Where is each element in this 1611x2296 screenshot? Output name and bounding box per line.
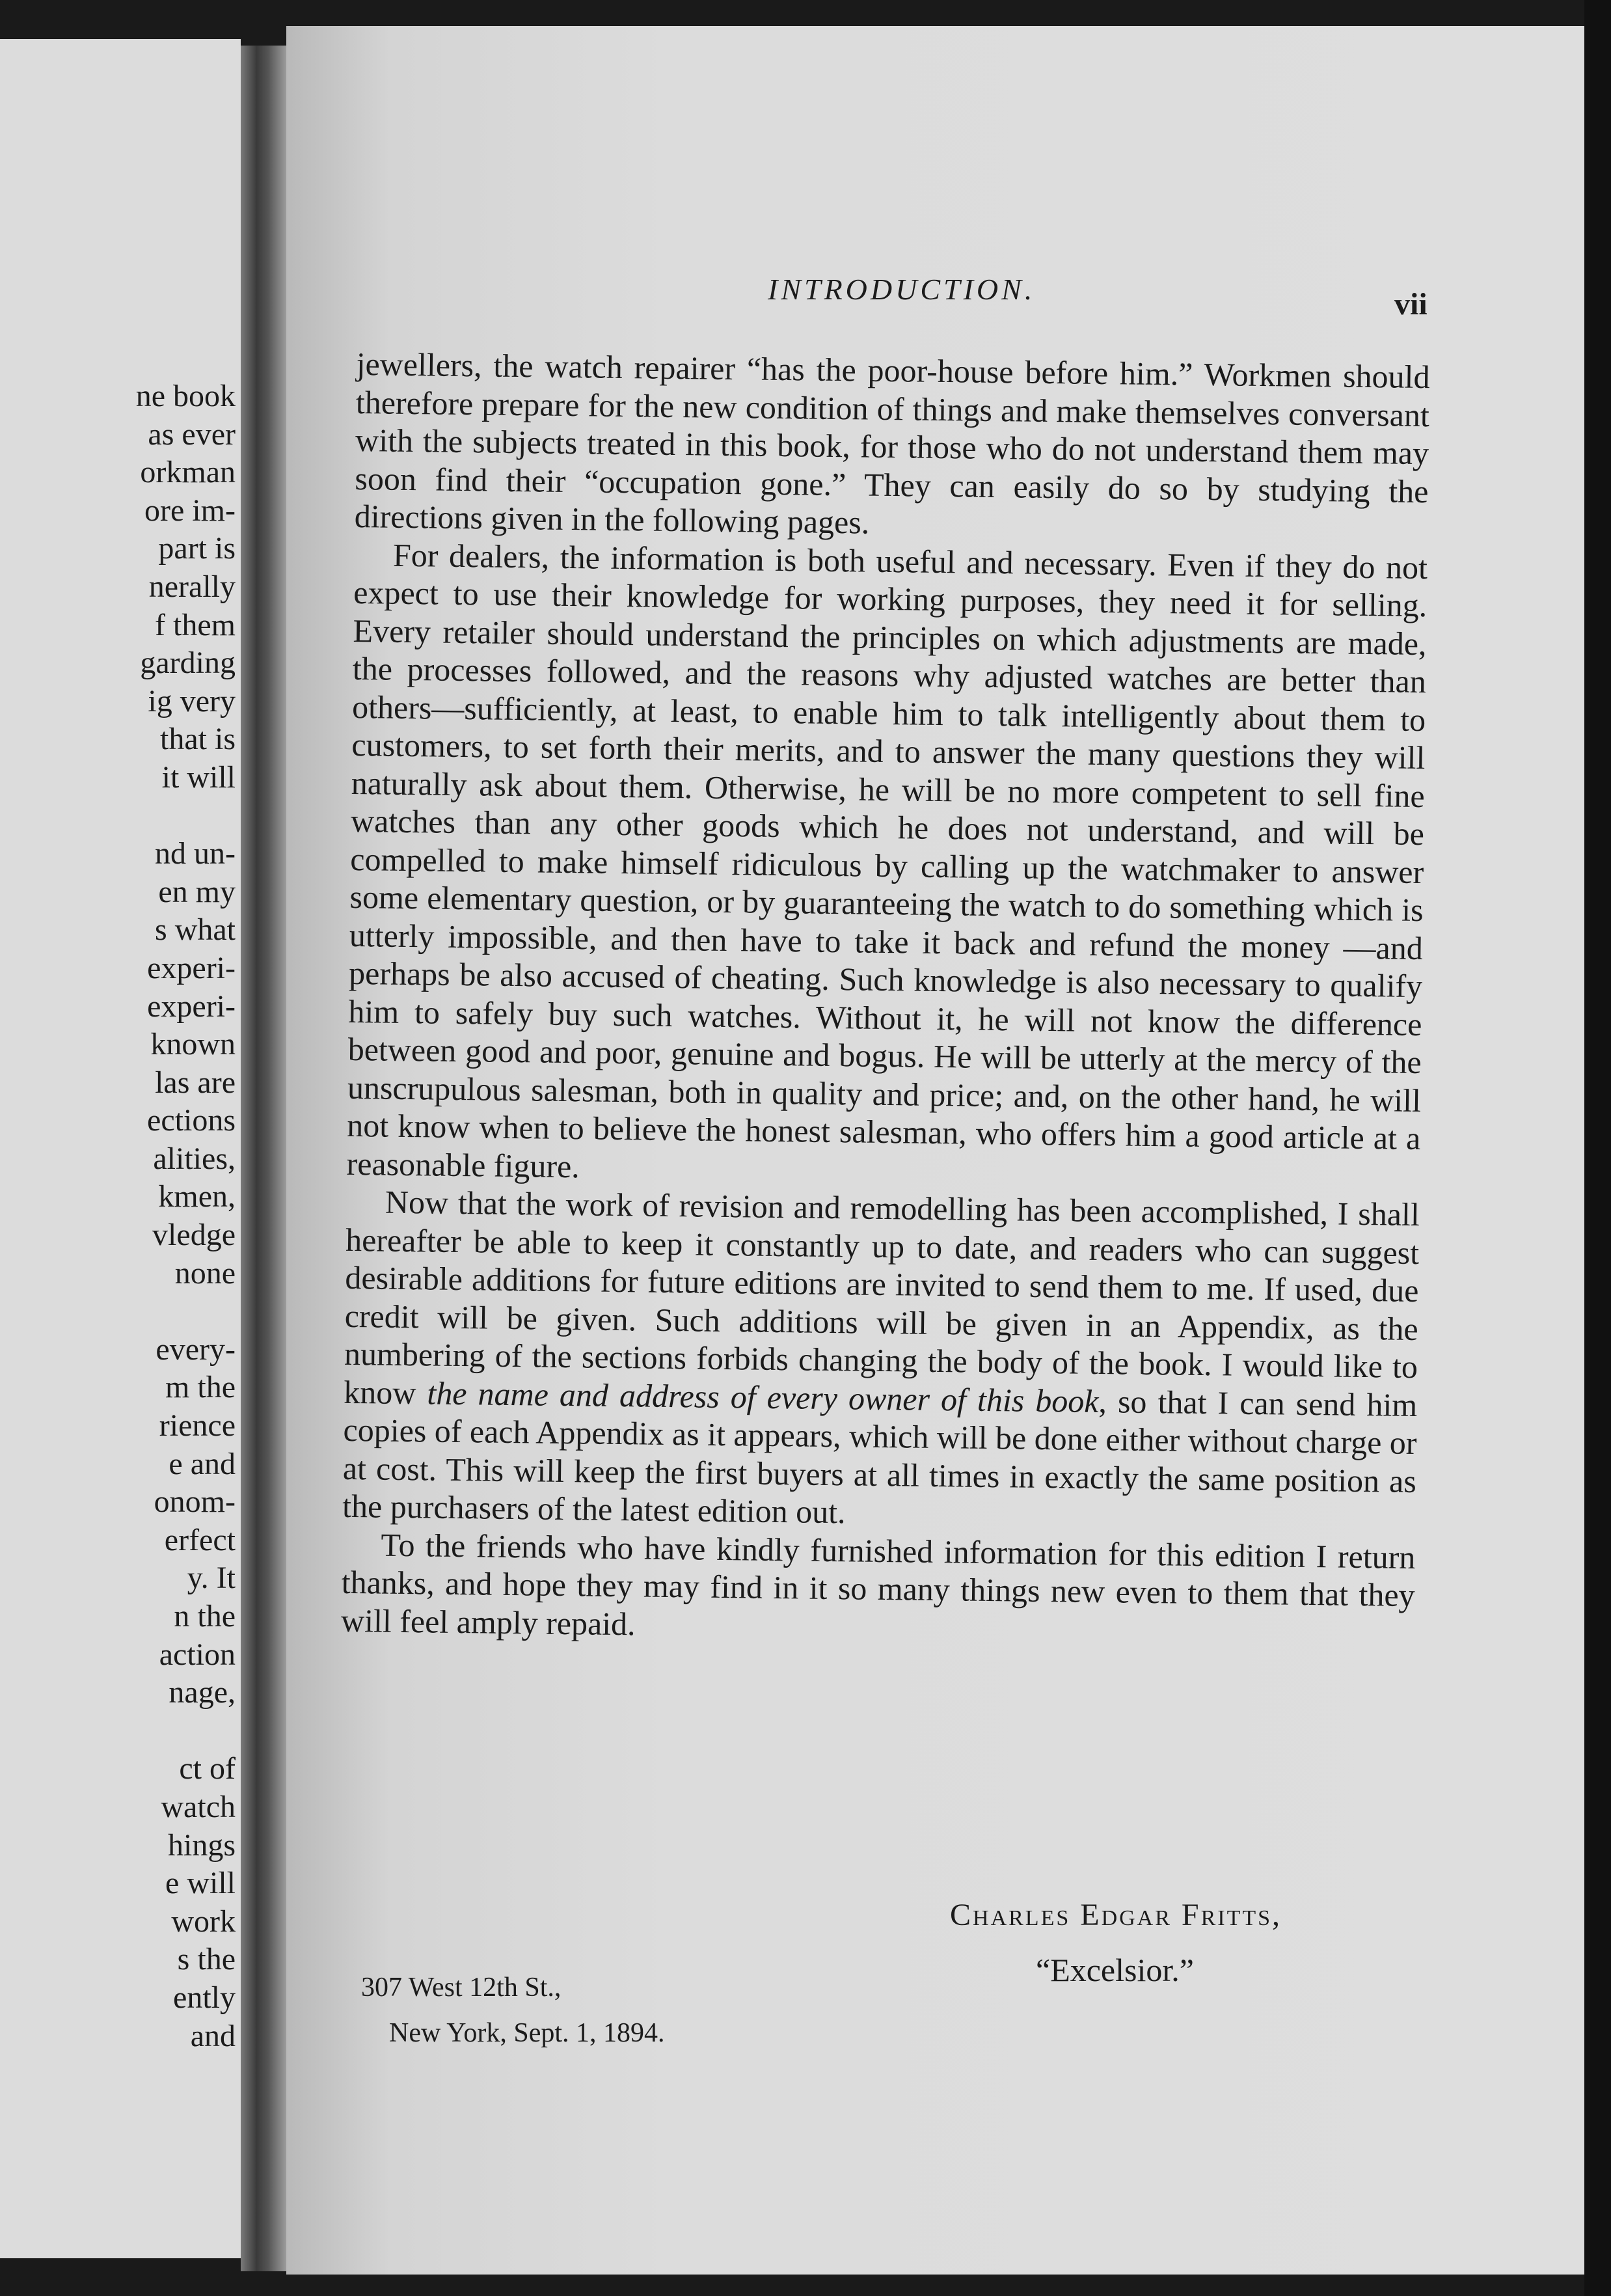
left-page-line: orkman (140, 455, 236, 490)
left-page-line: kmen, (158, 1179, 236, 1214)
left-page-line: rience (159, 1408, 236, 1443)
paragraph-3-end: , so that I can send him copies of each Appendix as it appears, which will be done either without charge or at cost. This will keep the first buyers at all times in exactly the same position as the purchasers of the latest edition out. (342, 1382, 1418, 1531)
paragraph-3-italic: the name and address of every owner of this book (427, 1374, 1099, 1419)
left-page-line: as ever (148, 417, 236, 452)
left-page-line: y. It (187, 1561, 236, 1596)
left-page-line: it will (161, 759, 236, 795)
left-page-line: hings (167, 1827, 236, 1863)
left-page-line: nd un- (155, 836, 236, 871)
left-page-line (1, 1712, 236, 1751)
left-page-line: e and (169, 1446, 236, 1481)
address-line-1: 307 West 12th St., (361, 1973, 562, 2002)
body-text (341, 345, 1430, 1652)
left-page-line: vledge (152, 1218, 236, 1253)
left-page-line: ne book (135, 379, 236, 413)
author-motto: “Excelsior.” (1036, 1952, 1194, 1988)
left-page-line: las are (155, 1065, 236, 1100)
left-page-line: alities, (153, 1141, 236, 1176)
address-line-2: New York, Sept. 1, 1894. (389, 2018, 665, 2048)
left-page-line: work (171, 1904, 236, 1939)
left-page-line: s what (155, 912, 236, 948)
left-page-line: garding (140, 646, 236, 681)
left-page-line: experi- (147, 950, 236, 985)
left-page-line: experi- (147, 989, 236, 1024)
paragraph-1: jewellers, the watch repairer “has the poor-house before him.” Workmen should therefore prepare for the new condition of things and make themselves conversant with the subjects treated in this book, for those who do not understand them may soon find their “occupation gone.” They can easily do so by studying the directions given in the following pages. (354, 345, 1430, 541)
left-page-line: nerally (148, 569, 236, 604)
book-gutter (241, 46, 286, 2271)
left-page-line: and (190, 2018, 236, 2053)
left-page-line: ig very (148, 683, 236, 718)
left-page-line: ently (173, 1980, 236, 2015)
left-page-line: ore im- (144, 493, 236, 528)
left-page-line: watch (161, 1789, 236, 1824)
left-page-line: action (159, 1637, 236, 1672)
paragraph-3-start: Now that the work of revision and remodelling has been accomplished, I shall hereafter be able to keep it constantly up to date, and readers who can suggest desirable additions for future editions are invited to send them to me. If used, due credit will be given. Such additions will be given in an Appendix, as the numbering of the sections forbids changing the body of the book. I would like to know (344, 1183, 1420, 1411)
left-page-line: e will (165, 1866, 236, 1901)
left-page-line: en my (158, 874, 236, 909)
paragraph-4: To the friends who have kindly furnished information for this edition I return thanks, and hope they may find in it so many things new even to them that they will feel amply repaid. (340, 1526, 1416, 1642)
left-page-line: n the (174, 1599, 236, 1633)
left-facing-page (0, 39, 241, 2258)
author-signature: Charles Edgar Fritts, (950, 1898, 1282, 1932)
left-page-line: m the (165, 1370, 236, 1405)
paragraph-2: For dealers, the information is both useful and necessary. Even if they do not expect to use their knowledge for working purposes, they need it for selling. Every retailer should understand the principles on which adjustments are made, the processes followed, and the reasons why adjusted watches are better than others—sufficiently, at least, to enable him to talk intelligently about them to customers, to set forth their merits, and to answer the many questions they will naturally ask about them. Otherwise, he will be no more competent to sell fine watches than any other goods which he does not understand, and will be compelled to make himself ridiculous by calling up the watchmaker to answer some elementary question, or by guaranteeing the watch to do something which is utterly impossible, and then have to take it back and refund the money —and perhaps be also accused of cheating. Such knowledge is also necessary to qualify him to safely buy such watches. Without it, he will not know the difference between good and poor, genuine and bogus. He will be utterly at the mercy of the unscrupulous salesman, both in quality and price; and, on the other hand, he will not know when to believe the honest salesman, who offers him a good article at a reasonable figure. (346, 536, 1428, 1184)
left-page-line: onom- (154, 1484, 236, 1520)
left-page-line: part is (158, 531, 236, 566)
left-page-line: none (174, 1255, 236, 1291)
left-page-line: ct of (179, 1751, 236, 1786)
paragraph-3 (342, 1182, 1420, 1538)
left-page-line: ections (147, 1103, 236, 1138)
running-header: INTRODUCTION. (768, 273, 1036, 306)
left-page-line (1, 1292, 236, 1331)
left-page-line: erfect (164, 1522, 236, 1557)
left-page-line (1, 797, 236, 836)
page-number: vii (1394, 287, 1428, 321)
left-page-line: nage, (169, 1675, 236, 1710)
left-page-line: s the (177, 1942, 236, 1977)
left-page-line: f them (155, 607, 236, 642)
left-page-line: every- (156, 1332, 236, 1367)
left-page-line: that is (160, 722, 236, 757)
left-page-text (1, 377, 236, 2055)
page-edge (1584, 0, 1611, 2296)
left-page-line: known (150, 1027, 236, 1062)
